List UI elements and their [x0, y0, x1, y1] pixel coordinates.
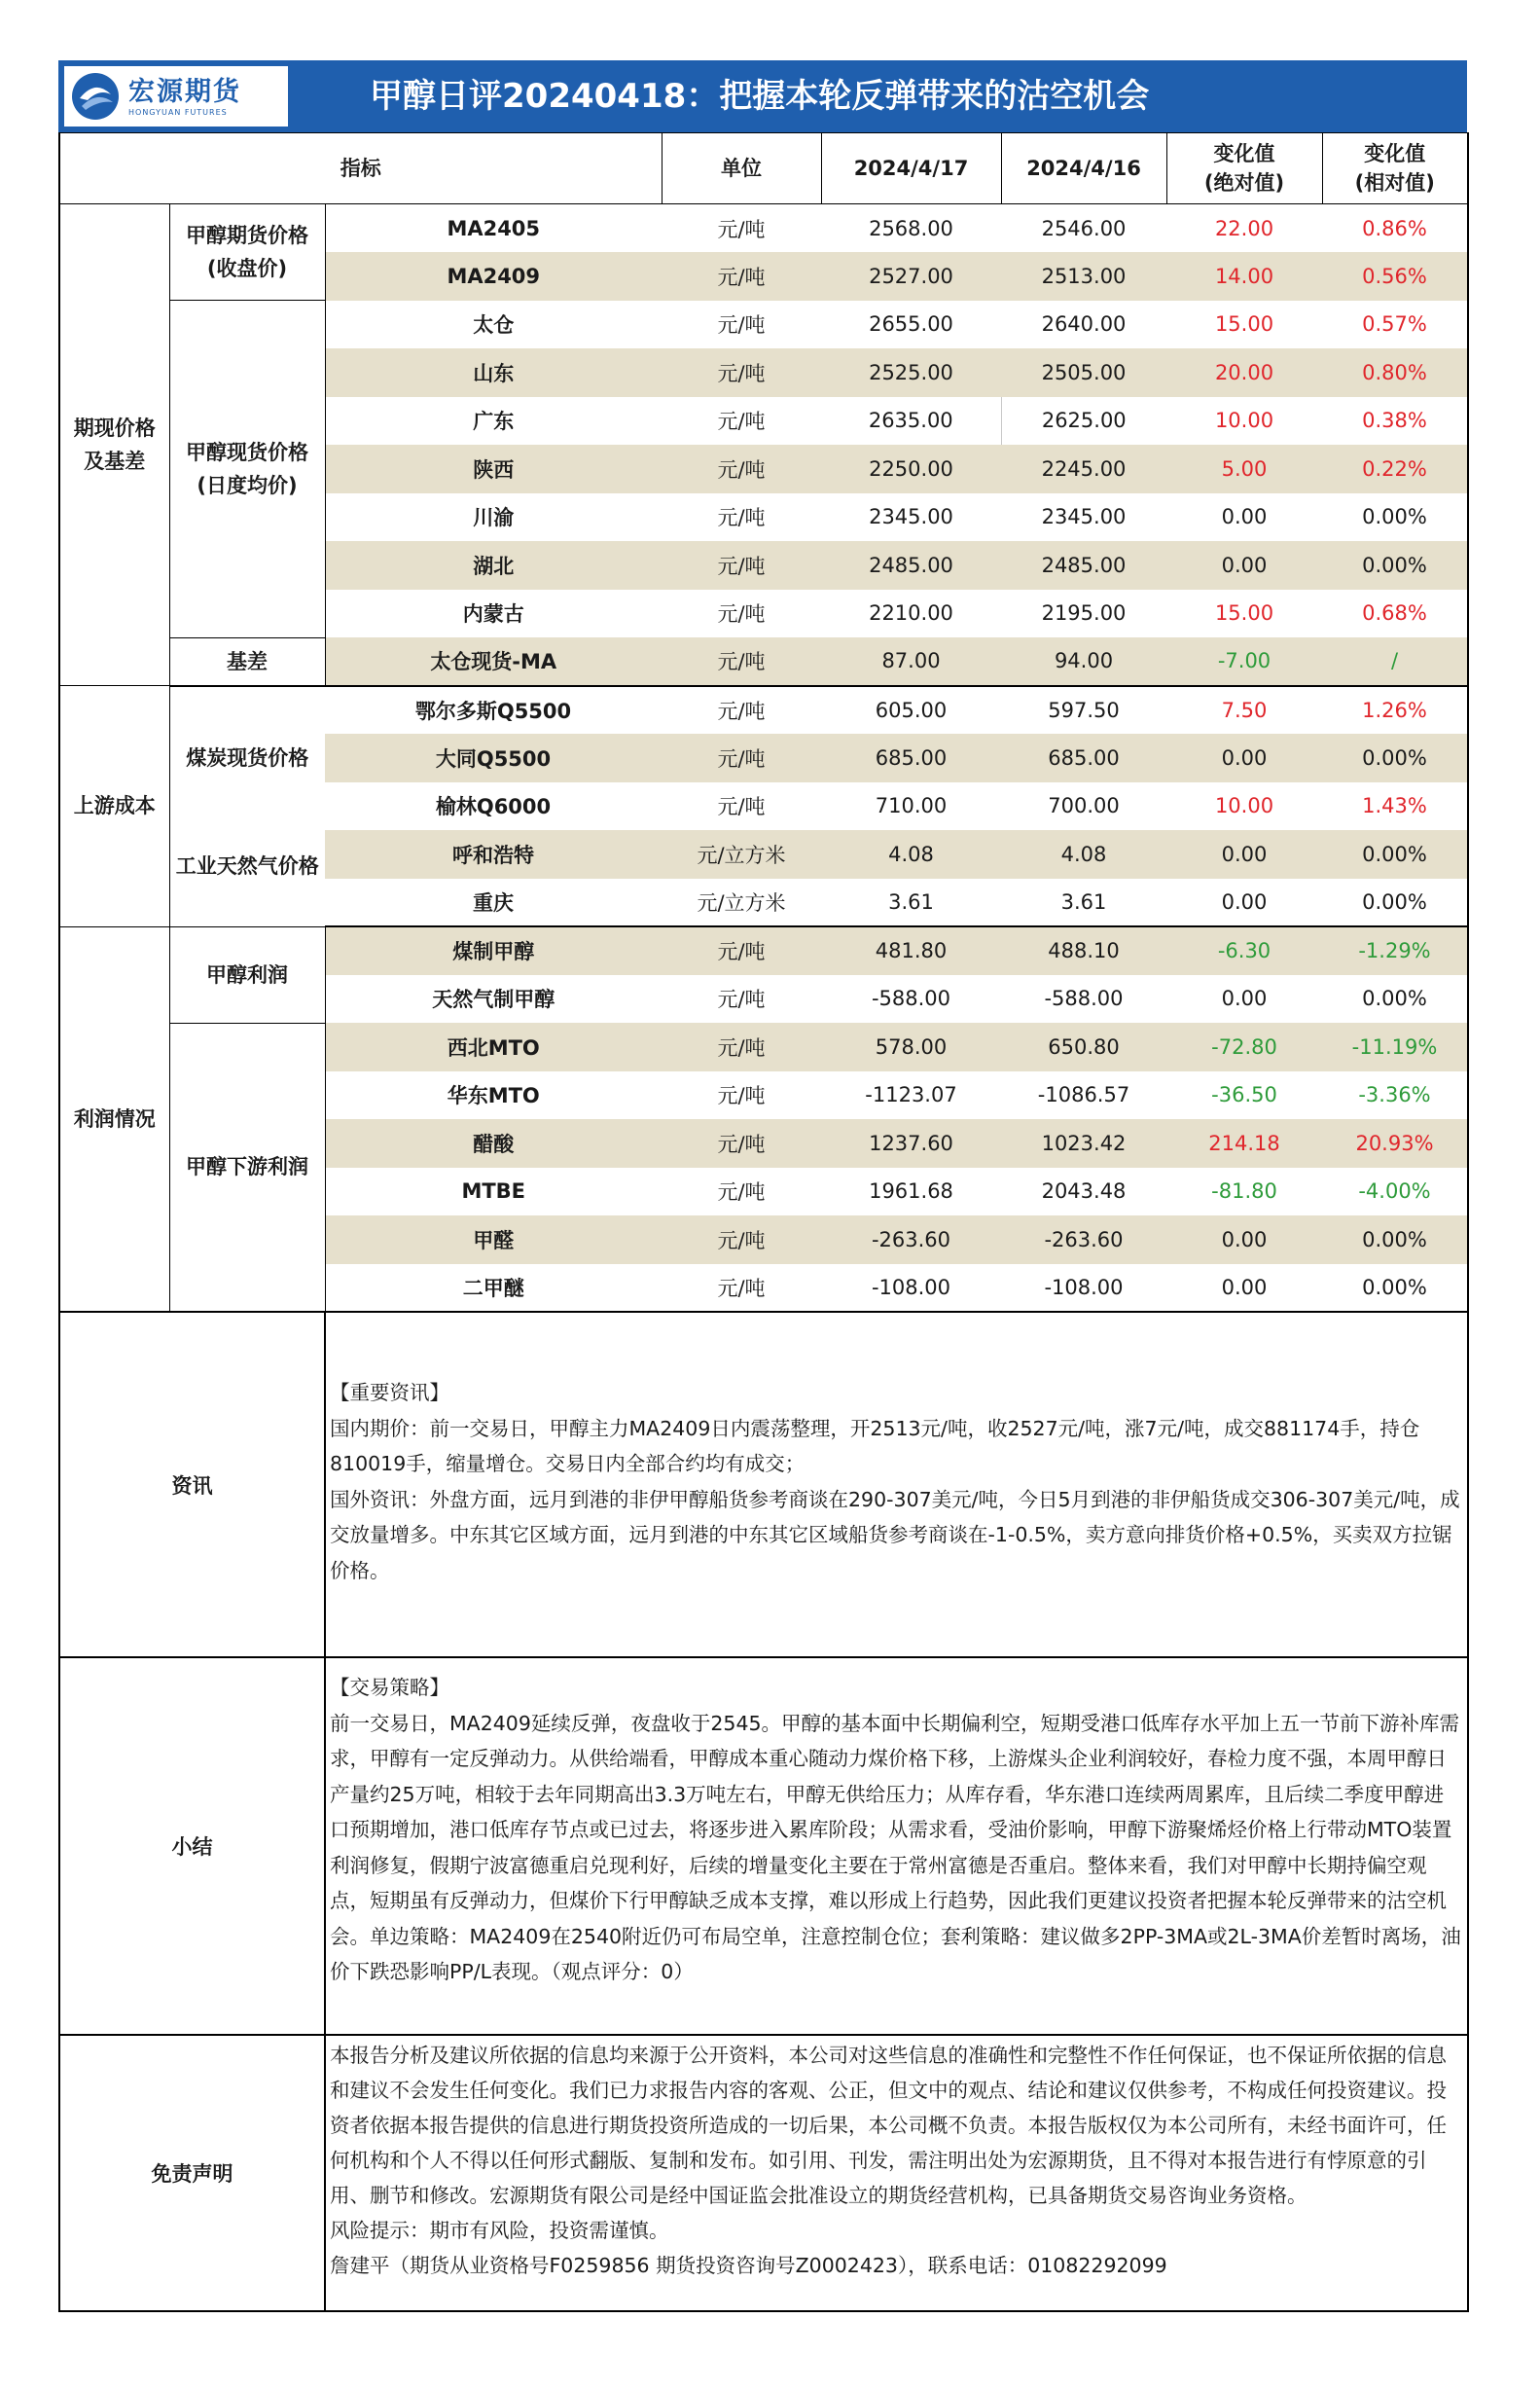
row-item: 川渝 — [473, 506, 515, 530]
news-domestic: 国内期价：前一交易日，甲醇主力MA2409日内震荡整理，开2513元/吨，收2527元/吨，涨7元/吨，成交881174手，持仓810019手，缩量增仓。交易日内全部合约均有成交； — [330, 1416, 1420, 1475]
news-heading: 【重要资讯】 — [330, 1381, 449, 1404]
row-change-relative: -4.00% — [1358, 1179, 1431, 1204]
row-value-date-1: 481.80 — [821, 926, 1001, 975]
company-logo — [64, 66, 288, 127]
row-value-date-2: -263.60 — [1001, 1215, 1166, 1264]
row-change-absolute: 0.00 — [1166, 830, 1322, 879]
row-unit: 元/吨 — [717, 313, 766, 338]
row-value-date-1: 2485.00 — [821, 541, 1001, 590]
row-change-absolute: -72.80 — [1166, 1023, 1322, 1071]
row-change-relative: 0.68% — [1362, 601, 1427, 626]
disclaimer-label: 免责声明 — [59, 2035, 325, 2311]
row-value-date-2: 650.80 — [1001, 1023, 1166, 1071]
row-change-relative: 0.00% — [1322, 830, 1468, 879]
row-change-relative: 0.00% — [1362, 987, 1427, 1011]
category-methanol-profit: 甲醇利润 — [169, 926, 325, 1023]
row-value-date-2: 2546.00 — [1041, 216, 1127, 240]
row-change-relative: 0.80% — [1322, 348, 1468, 397]
header-date-1: 2024/4/17 — [821, 133, 1001, 204]
report-sheet — [58, 60, 1467, 2312]
row-unit: 元/吨 — [662, 1215, 821, 1264]
row-value-date-1: 2210.00 — [869, 601, 953, 626]
row-item: 内蒙古 — [462, 602, 524, 627]
row-unit: 元/吨 — [717, 1180, 766, 1205]
logo-chinese-name: 宏源期货 — [128, 76, 241, 107]
row-value-date-1: 4.08 — [821, 830, 1001, 879]
row-change-relative: 20.93% — [1322, 1119, 1468, 1168]
row-value-date-2: 2513.00 — [1001, 252, 1166, 301]
row-value-date-1: 2655.00 — [869, 312, 953, 337]
commentary-table — [58, 1313, 1469, 2312]
category-downstream-profit: 甲醇下游利润 — [169, 1023, 325, 1312]
row-item: 太仓现货-MA — [325, 637, 662, 686]
row-change-absolute: -36.50 — [1211, 1083, 1277, 1107]
row-value-date-1: 1961.68 — [869, 1179, 953, 1204]
row-value-date-1: -588.00 — [871, 987, 951, 1011]
row-change-relative: 0.22% — [1322, 445, 1468, 493]
table-row — [59, 1023, 1468, 1071]
row-item: MA2405 — [447, 216, 541, 240]
row-value-date-1: 2345.00 — [869, 505, 953, 529]
row-value-date-2: 685.00 — [1001, 734, 1166, 782]
row-item: 二甲醚 — [325, 1264, 662, 1313]
row-value-date-2: 2625.00 — [1001, 397, 1166, 446]
row-value-date-1: 605.00 — [875, 698, 948, 722]
row-change-absolute: 0.00 — [1221, 987, 1268, 1011]
row-unit: 元/吨 — [662, 541, 821, 590]
row-change-relative: 1.43% — [1362, 794, 1427, 818]
category-basis: 基差 — [169, 637, 325, 686]
news-label: 资讯 — [59, 1313, 325, 1657]
row-change-absolute: 214.18 — [1166, 1119, 1322, 1168]
row-item: 鄂尔多斯Q5500 — [414, 699, 572, 723]
row-value-date-2: 2043.48 — [1041, 1179, 1127, 1204]
category-coal-spot: 煤炭现货价格 — [169, 686, 325, 831]
row-change-relative: 0.86% — [1362, 216, 1427, 240]
row-value-date-2: 94.00 — [1001, 637, 1166, 686]
row-change-relative: 0.00% — [1322, 1264, 1468, 1313]
summary-label: 小结 — [59, 1657, 325, 2035]
row-item: MA2409 — [325, 252, 662, 301]
row-unit: 元/吨 — [662, 252, 821, 301]
row-value-date-2: -588.00 — [1044, 987, 1124, 1011]
header-unit: 单位 — [662, 133, 821, 204]
table-row — [59, 204, 1468, 253]
row-change-absolute: -6.30 — [1166, 926, 1322, 975]
row-change-relative: 0.00% — [1322, 541, 1468, 590]
row-unit: 元/吨 — [662, 734, 821, 782]
row-item: 湖北 — [325, 541, 662, 590]
row-change-absolute: 15.00 — [1214, 601, 1274, 626]
row-value-date-2: -108.00 — [1001, 1264, 1166, 1313]
row-value-date-2: -1086.57 — [1037, 1083, 1130, 1107]
disclaimer-text: 本报告分析及建议所依据的信息均来源于公开资料，本公司对这些信息的准确性和完整性不作任何保证，也不保证所依据的信息和建议不会发生任何变化。我们已力求报告内容的客观、公正，但文中的观点、结论和建议仅供参考，不构成任何投资建议。投资者依据本报告提供的信息进行期货投资所造成的一切后果，本公司概不负责。本报告版权仅为本公司所有，未经书面许可，任何机构和个人不得以任何形式翻版、复制和发布。如引用、刊发，需注明出处为宏源期货，且不得对本报告进行有悖原意的引用、删节和修改。宏源期货有限公司是经中国证监会批准设立的期货经营机构，已具备期货交易咨询业务资格。 — [330, 2044, 1447, 2207]
row-change-absolute: 22.00 — [1214, 216, 1274, 240]
row-change-absolute: 0.00 — [1166, 734, 1322, 782]
row-value-date-2: 3.61 — [1001, 879, 1166, 927]
row-item: 广东 — [473, 410, 515, 434]
row-value-date-1: 578.00 — [821, 1023, 1001, 1071]
row-value-date-1: -1123.07 — [865, 1083, 957, 1107]
row-item: MTBE — [461, 1179, 526, 1204]
row-item: 西北MTO — [325, 1023, 662, 1071]
row-change-relative: -11.19% — [1322, 1023, 1468, 1071]
disclaimer-block — [59, 2035, 1468, 2311]
table-row — [59, 926, 1468, 975]
row-change-absolute: 5.00 — [1166, 445, 1322, 493]
row-value-date-1: 685.00 — [821, 734, 1001, 782]
row-value-date-2: 2345.00 — [1041, 505, 1127, 529]
row-unit: 元/吨 — [662, 348, 821, 397]
row-value-date-2: 2640.00 — [1041, 312, 1127, 337]
header-date-2: 2024/4/16 — [1001, 133, 1166, 204]
row-unit: 元/吨 — [717, 988, 766, 1012]
row-change-relative: 0.00% — [1322, 734, 1468, 782]
row-value-date-1: 2527.00 — [821, 252, 1001, 301]
row-value-date-2: 597.50 — [1048, 698, 1120, 722]
summary-heading: 【交易策略】 — [330, 1676, 449, 1699]
category-gas-price: 工业天然气价格 — [169, 830, 325, 926]
title-banner — [58, 60, 1467, 132]
row-item: 太仓 — [473, 313, 515, 338]
row-value-date-1: 87.00 — [821, 637, 1001, 686]
row-value-date-1: 2250.00 — [821, 445, 1001, 493]
row-change-relative: 0.00% — [1322, 879, 1468, 927]
row-change-absolute: -81.80 — [1211, 1179, 1277, 1204]
table-row — [59, 301, 1468, 349]
header-indicator: 指标 — [59, 133, 662, 204]
row-item: 华东MTO — [447, 1084, 540, 1108]
row-unit: 元/吨 — [662, 1119, 821, 1168]
row-change-relative: 0.00% — [1322, 1215, 1468, 1264]
row-change-relative: 0.57% — [1362, 312, 1427, 337]
row-change-absolute: 0.00 — [1166, 1215, 1322, 1264]
row-item: 陕西 — [325, 445, 662, 493]
row-value-date-2: 1023.42 — [1001, 1119, 1166, 1168]
row-unit: 元/吨 — [717, 699, 766, 723]
row-change-absolute: 0.00 — [1221, 505, 1268, 529]
category-futures-price: 甲醇期货价格(收盘价) — [169, 204, 325, 301]
row-item: 甲醛 — [325, 1215, 662, 1264]
row-item: 天然气制甲醇 — [432, 988, 555, 1012]
row-item: 大同Q5500 — [325, 734, 662, 782]
row-item: 重庆 — [325, 879, 662, 927]
row-unit: 元/吨 — [662, 637, 821, 686]
section-futures-basis: 期现价格及基差 — [59, 204, 169, 686]
row-value-date-1: -263.60 — [821, 1215, 1001, 1264]
analyst-contact: 詹建平（期货从业资格号F0259856 期货投资咨询号Z0002423），联系电话：01082292099 — [330, 2254, 1167, 2277]
row-change-absolute: 7.50 — [1221, 698, 1268, 722]
row-unit: 元/吨 — [717, 1084, 766, 1108]
header-change-relative: 变化值 (相对值) — [1322, 133, 1468, 204]
row-unit: 元/立方米 — [662, 830, 821, 879]
report-title: 甲醇日评20240418：把握本轮反弹带来的沽空机会 — [370, 77, 1150, 116]
row-change-absolute: 14.00 — [1166, 252, 1322, 301]
row-change-relative: 0.00% — [1362, 505, 1427, 529]
row-item: 山东 — [325, 348, 662, 397]
row-value-date-2: 2485.00 — [1001, 541, 1166, 590]
row-change-absolute: 0.00 — [1166, 879, 1322, 927]
row-change-relative: / — [1322, 637, 1468, 686]
row-item: 榆林Q6000 — [435, 795, 552, 819]
row-unit: 元/吨 — [717, 217, 766, 241]
row-value-date-2: 488.10 — [1001, 926, 1166, 975]
row-unit: 元/吨 — [717, 602, 766, 627]
news-body — [325, 1313, 1468, 1657]
row-item: 呼和浩特 — [325, 830, 662, 879]
row-value-date-1: -108.00 — [821, 1264, 1001, 1313]
row-change-relative: -1.29% — [1322, 926, 1468, 975]
row-value-date-1: 1237.60 — [821, 1119, 1001, 1168]
logo-english-name: HONGYUAN FUTURES — [128, 107, 228, 117]
row-unit: 元/吨 — [662, 1023, 821, 1071]
news-block — [59, 1313, 1468, 1657]
summary-block — [59, 1657, 1468, 2035]
header-change-absolute: 变化值 (绝对值) — [1166, 133, 1322, 204]
row-item: 醋酸 — [325, 1119, 662, 1168]
category-spot-price: 甲醇现货价格(日度均价) — [169, 301, 325, 638]
row-value-date-1: 2525.00 — [821, 348, 1001, 397]
table-row — [59, 686, 1468, 735]
section-profit: 利润情况 — [59, 926, 169, 1312]
data-table — [58, 132, 1469, 1313]
summary-body — [325, 1657, 1468, 2035]
summary-strategy: 前一交易日，MA2409延续反弹，夜盘收于2545。甲醇的基本面中长期偏利空，短期受港口低库存水平加上五一节前下游补库需求，甲醇有一定反弹动力。从供给端看，甲醇成本重心随动力煤价格下移，上游煤头企业利润较好，春检力度不强，本周甲醇日产量约25万吨，相较于去年同期高出3.3万吨左右，甲醇无供给压力；从库存看，华东港口连续两周累库，且后续二季度甲醇进口预期增加，港口低库存节点或已过去，将逐步进入累库阶段；从需求看，受油价影响，甲醇下游聚烯烃价格上行带动MTO装置利润修复，假期宁波富德重启兑现利好，后续的增量变化主要在于常州富德是否重启。整体来看，我们对甲醇中长期持偏空观点，短期虽有反弹动力，但煤价下行甲醇缺乏成本支撑，难以形成上行趋势，因此我们更建议投资者把握本轮反弹带来的沽空机会。单边策略：MA2409在2540附近仍可布局空单，注意控制仓位；套利策略：建议做多2PP-3MA或2L-3MA价差暂时离场，油价下跌恐影响PP/L表现。（观点评分：0） — [330, 1711, 1461, 1983]
row-change-absolute: 20.00 — [1166, 348, 1322, 397]
row-value-date-2: 700.00 — [1048, 794, 1120, 818]
row-value-date-1: 2568.00 — [869, 216, 953, 240]
row-change-absolute: 0.00 — [1166, 1264, 1322, 1313]
table-row — [59, 637, 1468, 686]
row-change-absolute: 10.00 — [1214, 409, 1274, 433]
row-change-relative: 1.26% — [1362, 698, 1427, 722]
news-overseas: 国外资讯：外盘方面，远月到港的非伊甲醇船货参考商谈在290-307美元/吨，今日5月到港的非伊船货成交306-307美元/吨，成交放量增多。中东其它区域方面，远月到港的中东其它区域船货参考商谈在-1-0.5%，卖方意向排货价格+0.5%，买卖双方拉锯价格。 — [330, 1487, 1460, 1582]
row-value-date-2: 2245.00 — [1001, 445, 1166, 493]
section-upstream: 上游成本 — [59, 686, 169, 927]
row-value-date-1: 3.61 — [821, 879, 1001, 927]
row-unit: 元/吨 — [662, 926, 821, 975]
row-unit: 元/吨 — [717, 410, 766, 434]
row-change-absolute: 15.00 — [1214, 312, 1274, 337]
company-logo-icon — [70, 71, 121, 122]
row-unit: 元/吨 — [717, 795, 766, 819]
row-change-absolute: 0.00 — [1166, 541, 1322, 590]
row-item: 煤制甲醇 — [325, 926, 662, 975]
row-value-date-2: 2195.00 — [1041, 601, 1127, 626]
table-row — [59, 830, 1468, 879]
row-unit: 元/立方米 — [662, 879, 821, 927]
row-change-relative: -3.36% — [1358, 1083, 1431, 1107]
disclaimer-body — [325, 2035, 1468, 2311]
row-value-date-1: 710.00 — [875, 794, 948, 818]
row-change-relative: 0.38% — [1362, 409, 1427, 433]
row-change-absolute: 10.00 — [1214, 794, 1274, 818]
row-change-absolute: -7.00 — [1166, 637, 1322, 686]
row-value-date-2: 4.08 — [1001, 830, 1166, 879]
row-unit: 元/吨 — [662, 445, 821, 493]
row-value-date-1: 2635.00 — [868, 409, 953, 433]
row-unit: 元/吨 — [717, 506, 766, 530]
risk-warning: 风险提示：期市有风险，投资需谨慎。 — [330, 2219, 669, 2242]
row-change-relative: 0.56% — [1322, 252, 1468, 301]
row-value-date-2: 2505.00 — [1001, 348, 1166, 397]
table-header-row — [59, 133, 1468, 204]
row-unit: 元/吨 — [662, 1264, 821, 1313]
